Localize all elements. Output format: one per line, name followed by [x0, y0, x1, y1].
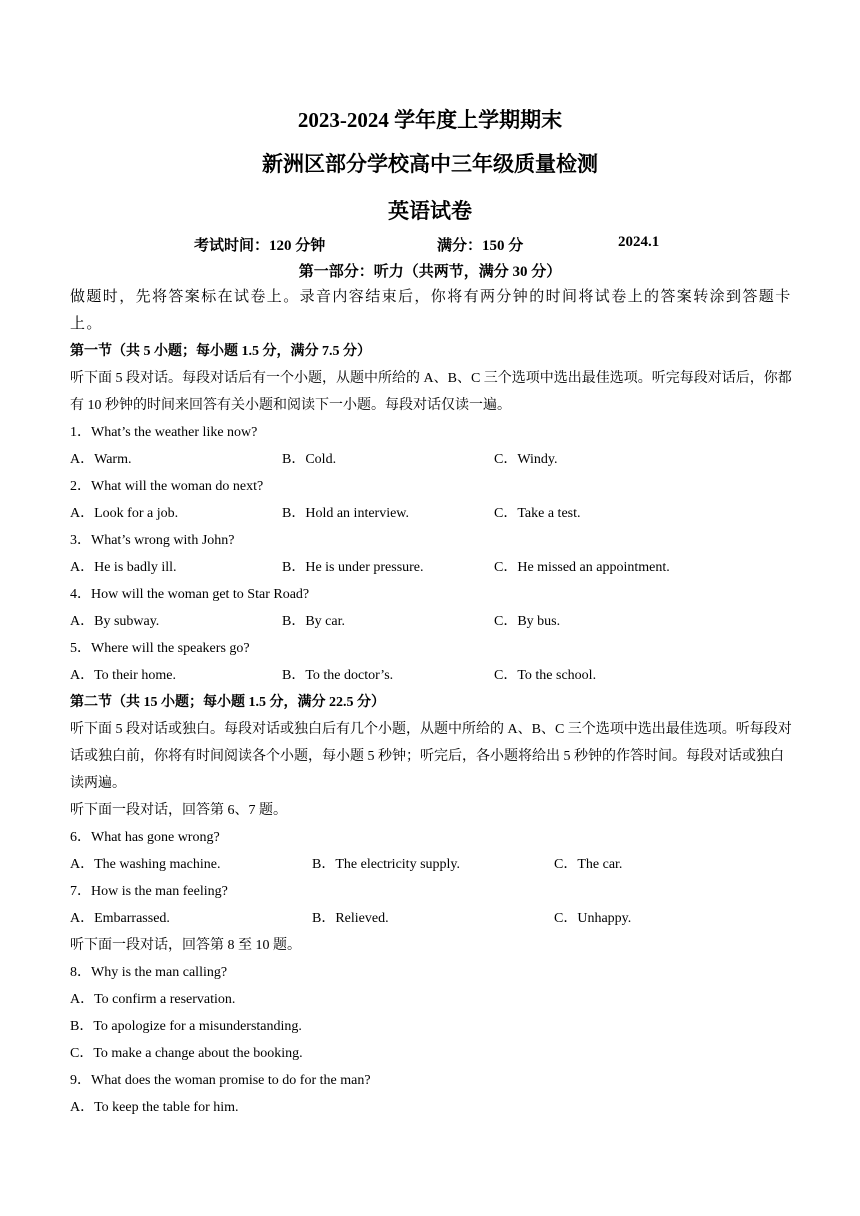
exam-title-year: 2023-2024 学年度上学期期末 [297, 108, 563, 132]
question-stem: 9．What does the woman promise to do for the man? [70, 1073, 371, 1088]
question-stem: 8．Why is the man calling? [70, 965, 228, 980]
group-note: 听下面一段对话，回答第 6、7 题。 [70, 803, 287, 818]
option-b: B．By car. [282, 614, 345, 629]
question-stem: 2．What will the woman do next? [70, 479, 264, 494]
option-c: C．To the school. [494, 668, 597, 683]
question-options [70, 446, 795, 473]
part-one-instruction: 做题时，先将答案标在试卷上。录音内容结束后，你将有两分钟的时间将试卷上的答案转涂到答题卡上。 [70, 289, 792, 332]
option-a: A．He is badly ill. [70, 560, 177, 575]
part-one-heading: 第一部分：听力（共两节，满分 30 分） [298, 264, 562, 280]
exam-title-school: 新洲区部分学校高中三年级质量检测 [262, 152, 598, 176]
full-score: 满分：150 分 [437, 238, 524, 254]
question-stem: 7．How is the man feeling? [70, 884, 228, 899]
option-a: A．Warm. [70, 452, 132, 467]
exam-time: 考试时间：120 分钟 [194, 238, 326, 254]
option-a: A．To their home. [70, 668, 176, 683]
question-stem: 6．What has gone wrong? [70, 830, 220, 845]
option-c: C．The car. [554, 857, 623, 872]
question-options [70, 662, 795, 689]
option-c: C．He missed an appointment. [494, 560, 670, 575]
exam-title-subject: 英语试卷 [388, 199, 472, 223]
section-one-heading: 第一节（共 5 小题；每小题 1.5 分，满分 7.5 分） [70, 344, 371, 359]
option-b: B．To apologize for a misunderstanding. [70, 1019, 302, 1034]
option-c: C．By bus. [494, 614, 561, 629]
question-stem: 4．How will the woman get to Star Road? [70, 587, 310, 602]
group-note: 听下面一段对话，回答第 8 至 10 题。 [70, 938, 301, 953]
option-a: A．By subway. [70, 614, 160, 629]
question-options [70, 500, 795, 527]
section-one-instruction: 听下面 5 段对话。每段对话后有一个小题，从题中所给的 A、B、C 三个选项中选出最佳选项。听完每段对话后，你都有 10 秒钟的时间来回答有关小题和阅读下一小题。每段对话仅读一遍。 [70, 371, 792, 413]
question-options [70, 608, 795, 635]
option-a: A．Embarrassed. [70, 911, 170, 926]
option-c: C．Windy. [494, 452, 558, 467]
option-b: B．Hold an interview. [282, 506, 410, 521]
section-two-heading: 第二节（共 15 小题；每小题 1.5 分，满分 22.5 分） [70, 695, 385, 710]
option-a: A．The washing machine. [70, 857, 221, 872]
option-b: B．To the doctor’s. [282, 668, 394, 683]
section-two-instruction: 听下面 5 段对话或独白。每段对话或独白后有几个小题，从题中所给的 A、B、C 三个选项中选出最佳选项。听每段对话或独白前，你将有时间阅读各个小题，每小题 5 秒钟；听完后，各小题将给出 5 秒钟的作答时间。每段对话或独白读两遍。 [70, 722, 792, 791]
option-a: A．To keep the table for him. [70, 1100, 239, 1115]
exam-body [70, 284, 795, 1121]
question-options [70, 851, 795, 878]
question-stem: 3．What’s wrong with John? [70, 533, 235, 548]
question-stem: 1．What’s the weather like now? [70, 425, 258, 440]
option-c: C．To make a change about the booking. [70, 1046, 303, 1061]
option-a: A．To confirm a reservation. [70, 992, 236, 1007]
option-c: C．Take a test. [494, 506, 581, 521]
option-b: B．He is under pressure. [282, 560, 424, 575]
exam-date: 2024.1 [618, 234, 660, 250]
question-options [70, 905, 795, 932]
option-b: B．Relieved. [312, 911, 389, 926]
exam-meta [0, 234, 860, 254]
option-b: B．Cold. [282, 452, 337, 467]
question-stem: 5．Where will the speakers go? [70, 641, 250, 656]
option-b: B．The electricity supply. [312, 857, 460, 872]
question-options [70, 554, 795, 581]
option-c: C．Unhappy. [554, 911, 632, 926]
option-a: A．Look for a job. [70, 506, 179, 521]
